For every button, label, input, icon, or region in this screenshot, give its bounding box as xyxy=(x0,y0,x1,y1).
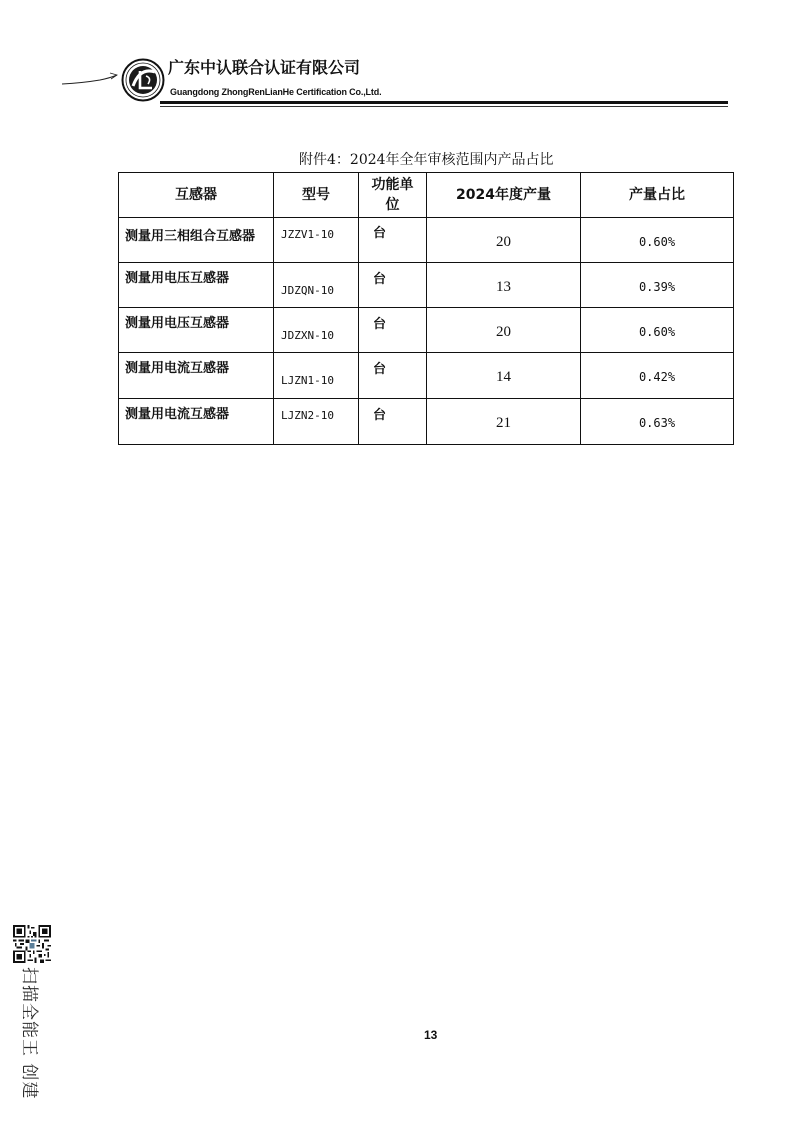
share-cell: 0.60% xyxy=(581,218,734,263)
header-unit-label: 功能单位 xyxy=(371,177,414,213)
header-name: 互感器 xyxy=(119,173,274,218)
share-cell: 0.39% xyxy=(581,263,734,308)
table-row xyxy=(119,263,734,308)
product-name-cell: 测量用电流互感器 xyxy=(119,353,274,399)
header-rule xyxy=(160,101,728,104)
product-name-cell: 测量用电压互感器 xyxy=(119,308,274,353)
share-cell: 0.63% xyxy=(581,399,734,445)
output-cell: 13 xyxy=(427,263,581,308)
page-number: 13 xyxy=(424,1028,438,1042)
model-cell: JDZXN-10 xyxy=(274,308,359,353)
output-cell: 20 xyxy=(427,218,581,263)
model-cell: LJZN1-10 xyxy=(274,353,359,399)
output-cell: 21 xyxy=(427,399,581,445)
scanner-watermark: 扫描全能王 创建 xyxy=(19,967,39,1100)
header-unit xyxy=(359,173,427,218)
header-model: 型号 xyxy=(274,173,359,218)
model-cell: JDZQN-10 xyxy=(274,263,359,308)
header-rule-thin xyxy=(160,106,728,107)
unit-cell: 台 xyxy=(359,218,427,263)
product-share-table xyxy=(118,172,734,445)
product-name-cell: 测量用三相组合互感器 xyxy=(119,218,274,263)
header-output: 2024年度产量 xyxy=(427,173,581,218)
share-cell: 0.42% xyxy=(581,353,734,399)
output-cell: 20 xyxy=(427,308,581,353)
unit-cell: 台 xyxy=(359,353,427,399)
unit-cell: 台 xyxy=(359,263,427,308)
table-row xyxy=(119,399,734,445)
unit-cell: 台 xyxy=(359,399,427,445)
hand-stroke-icon xyxy=(60,70,120,88)
company-name-cn: 广东中认联合认证有限公司 xyxy=(168,58,361,77)
company-name-en: Guangdong ZhongRenLianHe Certification Co.,Ltd. xyxy=(170,87,382,97)
table-row xyxy=(119,218,734,263)
qr-code-icon xyxy=(12,925,52,963)
model-cell: LJZN2-10 xyxy=(274,399,359,445)
table-row xyxy=(119,308,734,353)
header-share: 产量占比 xyxy=(581,173,734,218)
unit-cell: 台 xyxy=(359,308,427,353)
table-header-row xyxy=(119,173,734,218)
document-title: 附件4：2024年全年审核范围内产品占比 xyxy=(299,152,554,168)
product-name-cell: 测量用电流互感器 xyxy=(119,399,274,445)
company-logo-icon xyxy=(121,57,165,103)
share-cell: 0.60% xyxy=(581,308,734,353)
product-name-cell: 测量用电压互感器 xyxy=(119,263,274,308)
model-cell: JZZV1-10 xyxy=(274,218,359,263)
output-cell: 14 xyxy=(427,353,581,399)
table-row xyxy=(119,353,734,399)
